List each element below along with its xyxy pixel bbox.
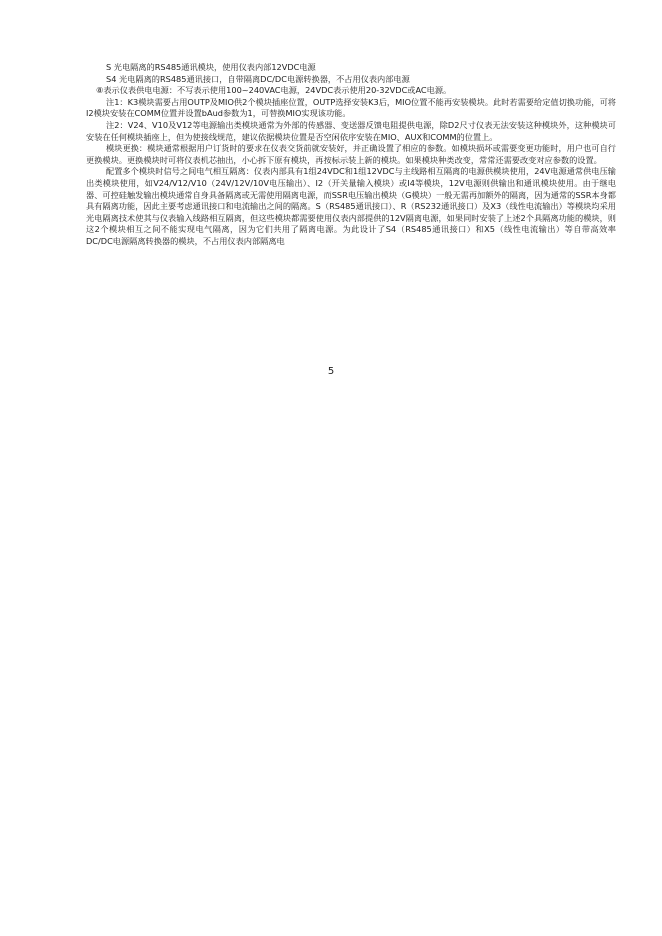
power-supply-line: ⑧表示仪表供电电源：不写表示使用100~240VAC电源，24VDC表示使用20-32VDC或AC电源。 bbox=[96, 85, 452, 96]
document-body bbox=[86, 62, 616, 248]
page-number: 5 bbox=[327, 366, 335, 377]
note-1-paragraph: 注1：K3模块需要占用OUTP及MIO供2个模块插座位置，OUTP选择安装K3后，MIO位置不能再安装模块。此时若需要给定值切换功能，可将I2模块安装在COMM位置并设置bAud参数为1，可替换MIO实现该功能。 bbox=[86, 96, 616, 119]
module-replacement-paragraph: 模块更换：模块通常根据用户订货时的要求在仪表交货前就安装好，并正确设置了相应的参数。如模块损坏或需要变更功能时，用户也可自行更换模块。更换模块时可将仪表机芯抽出，小心拆下原有模块，再按标示装上新的模块。如果模块种类改变，常常还需要改变对应参数的设置。 bbox=[86, 143, 616, 165]
note-2-paragraph: 注2：V24、V10及V12等电源输出类模块通常为外部的传感器、变送器反馈电阻提供电源，除D2尺寸仪表无法安装这种模块外，这种模块可安装在任何模块插座上，但为使接线规范，建议依据模块位置是否空闲依序安装在MIO、AUX和COMM的位置上。 bbox=[86, 119, 616, 142]
module-line-s: S 光电隔离的RS485通讯模块，使用仪表内部12VDC电源 bbox=[106, 62, 316, 72]
module-line-s4: S4 光电隔离的RS485通讯接口，自带隔离DC/DC电源转换器，不占用仪表内部电源 bbox=[106, 73, 410, 84]
isolation-paragraph: 配置多个模块时信号之间电气相互隔离：仪表内部具有1组24VDC和1组12VDC与主线路相互隔离的电源供模块使用，24V电源通常供电压输出类模块使用，如V24/V12/V10（24V/12V/10V电压输出）、I2（开关量输入模块）或I4等模块，12V电源则供输出和通讯模块使用。由于继电器、可控硅触发输出模块通常自身具备隔离或无需使用隔离电源，而SSR电压输出模块（G模块）一般无需再加额外的隔离，因为通常的SSR本身都具有隔离功能，因此主要考虑通讯接口和电流输出之间的隔离。S（RS485通讯接口）、R（RS232通讯接口）及X3（线性电流输出）等模块均采用光电隔离技术使其与仪表输入线路相互隔离，但这些模块都需要使用仪表内部提供的12V隔离电源，如果同时安装了上述2个具隔离功能的模块，则这2个模块相互之间不能实现电气隔离，因为它们共用了隔离电源。为此设计了S4（RS485通讯接口）和X5（线性电流输出）等自带高效率DC/DC电源隔离转换器的模块，不占用仪表内部隔离电 bbox=[86, 166, 616, 246]
